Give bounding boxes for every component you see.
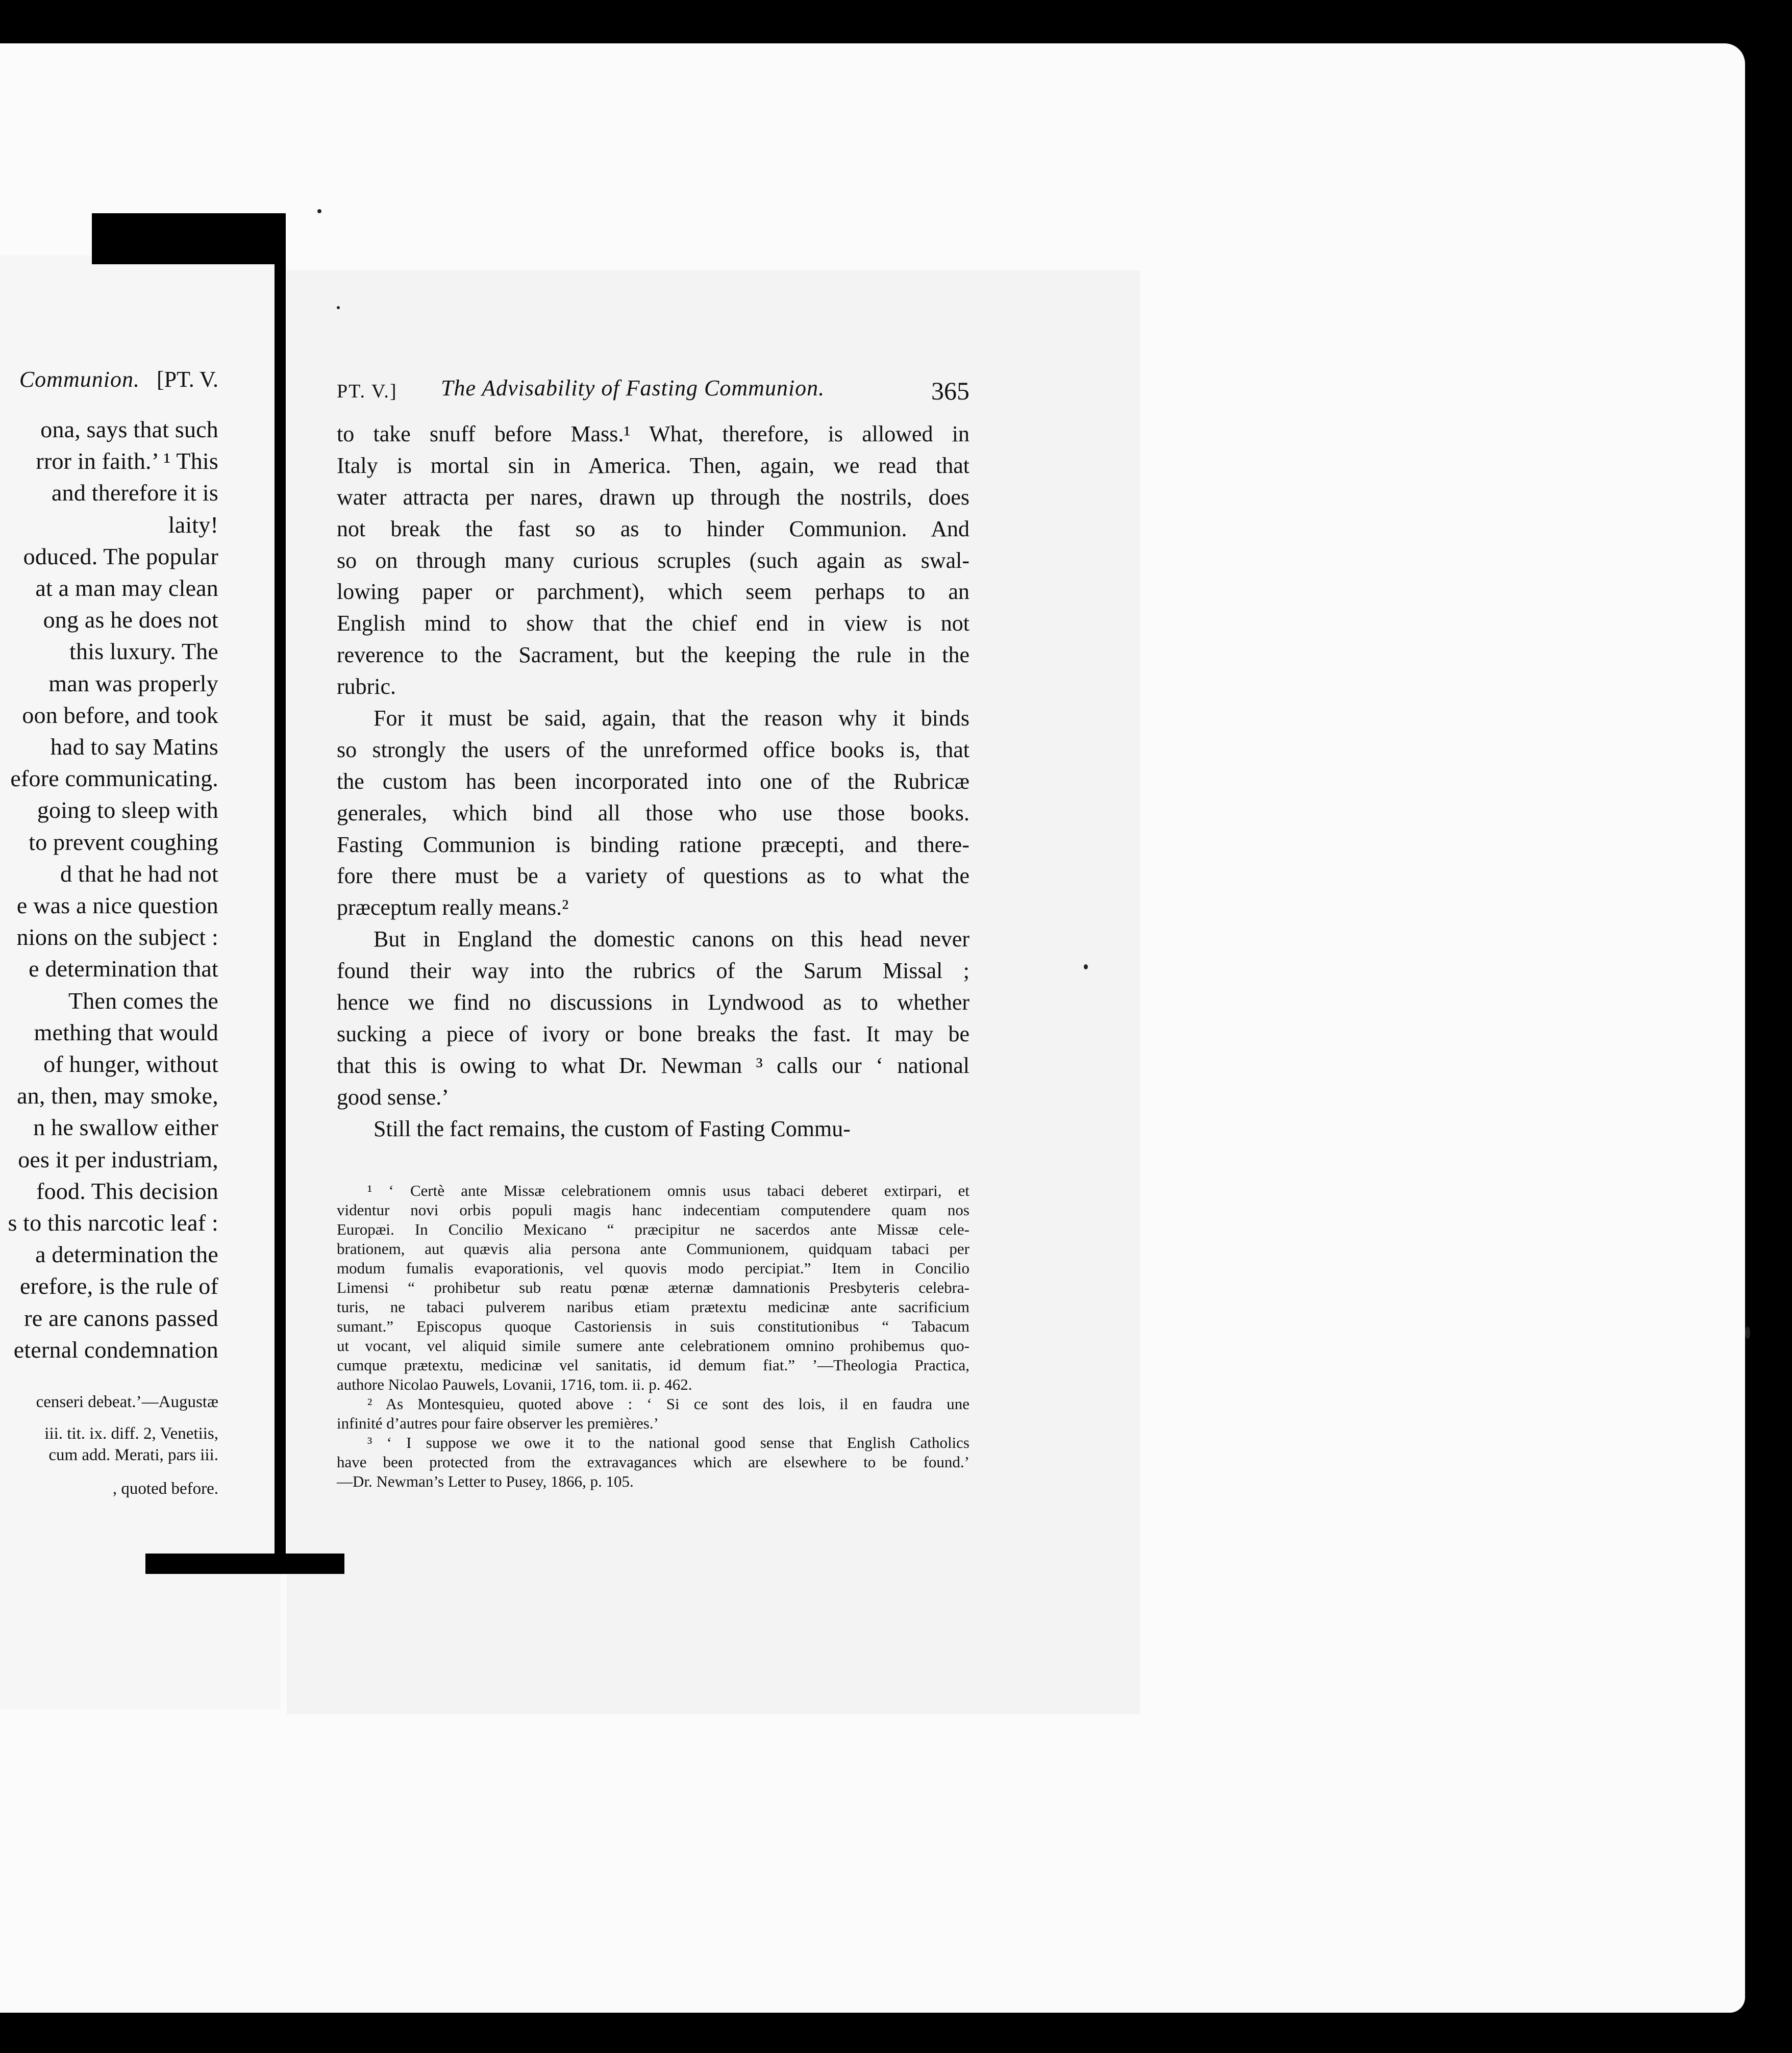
left-running-title: Communion.: [19, 367, 140, 392]
page-number: 365: [931, 377, 969, 405]
body-text-line: so strongly the users of the unreformed office books is, that: [337, 737, 969, 762]
left-text-line: this luxury. The: [69, 638, 218, 665]
footnote-line: —Dr. Newman’s Letter to Pusey, 1866, p. 105.: [337, 1472, 634, 1490]
left-text-line: food. This decision: [36, 1178, 218, 1204]
footnote-line: ² As Montesquieu, quoted above : ‘ Si ce sont des lois, il en faudra une: [367, 1395, 969, 1413]
body-text: [337, 418, 969, 1144]
left-text-line: going to sleep with: [37, 797, 218, 823]
left-text-line: man was properly: [48, 670, 218, 696]
binding-clip-bottom: [145, 1554, 344, 1574]
left-text-line: d that he had not: [60, 860, 218, 887]
footnote-line: have been protected from the extravagances which are elsewhere to be found.’: [337, 1453, 969, 1471]
body-text-line: hence we find no discussions in Lyndwood as to whether: [337, 990, 969, 1015]
footnote-line: Europæi. In Concilio Mexicano “ præcipitur ne sacerdos ante Missæ cele-: [337, 1220, 969, 1238]
body-text-line: fore there must be a variety of questions as to what the: [337, 863, 969, 889]
left-text-line: at a man may clean: [35, 575, 218, 601]
left-text-line: nions on the subject :: [16, 924, 218, 950]
binding-clip-spine: [275, 213, 286, 1570]
left-text-line: ona, says that such: [40, 416, 218, 442]
footnote-line: ³ ‘ I suppose we owe it to the national good sense that English Catholics: [367, 1434, 969, 1451]
left-text-line: re are canons passed: [24, 1305, 218, 1331]
left-footnote-line: censeri debeat.’—Augustæ: [36, 1393, 218, 1411]
left-text-line: mething that would: [34, 1019, 218, 1045]
left-text-line: n he swallow either: [33, 1114, 218, 1141]
footnote-line: videntur novi orbis populi magis hanc indecentiam computendere quam nos: [337, 1201, 969, 1219]
left-text-line: laity!: [168, 511, 218, 538]
body-text-line: rubric.: [337, 674, 396, 699]
left-text-line: rror in faith.’ ¹ This: [36, 448, 218, 474]
scan-speck: [1745, 1326, 1750, 1339]
body-text-line: sucking a piece of ivory or bone breaks the fast. It may be: [337, 1021, 969, 1046]
left-text-line: eternal condemnation: [13, 1336, 218, 1363]
running-title: The Advisability of Fasting Communion.: [441, 375, 825, 400]
right-page: [287, 270, 1140, 1714]
footnote-line: ut vocant, vel aliquid simile sumere ante celebrationem omnino prohibemus quo-: [337, 1337, 969, 1355]
left-text-line: ong as he does not: [43, 607, 218, 633]
body-text-line: found their way into the rubrics of the Sarum Missal ;: [337, 958, 969, 984]
body-text-line: præceptum really means.²: [337, 895, 569, 920]
left-page-header: [19, 366, 218, 392]
footnote-line: authore Nicolao Pauwels, Lovanii, 1716, tom. ii. p. 462.: [337, 1375, 692, 1393]
left-text-line: to prevent coughing: [29, 829, 218, 855]
body-text-line: For it must be said, again, that the reason why it binds: [374, 706, 969, 731]
left-text-line: e was a nice question: [16, 892, 218, 918]
left-text-line: oduced. The popular: [23, 543, 218, 569]
left-text-line: s to this narcotic leaf :: [8, 1210, 218, 1236]
footnote-line: ¹ ‘ Certè ante Missæ celebrationem omnis usus tabaci deberet extirpari, et: [367, 1182, 969, 1199]
footnote-line: modum fumalis evaporationis, vel quovis modo percipiat.” Item in Concilio: [337, 1259, 969, 1277]
body-text-line: Fasting Communion is binding ratione præcepti, and there-: [337, 832, 969, 857]
body-text-line: lowing paper or parchment), which seem perhaps to an: [337, 579, 969, 605]
left-text-line: an, then, may smoke,: [17, 1083, 218, 1109]
left-text-line: efore communicating.: [10, 765, 218, 792]
body-text-line: water attracta per nares, drawn up through the nostrils, does: [337, 484, 969, 510]
footnote-line: brationem, aut quævis alia persona ante Communionem, quidquam tabaci per: [337, 1240, 969, 1258]
body-text-line: the custom has been incorporated into one of the Rubricæ: [337, 768, 969, 794]
left-footnote-line: cum add. Merati, pars iii.: [48, 1446, 218, 1464]
scan-speck: [1084, 964, 1088, 969]
body-text-line: reverence to the Sacrament, but the keeping the rule in the: [337, 642, 969, 668]
body-text-line: not break the fast so as to hinder Communion. And: [337, 516, 969, 541]
left-footnote-line: , quoted before.: [112, 1480, 218, 1498]
footnotes: [337, 1181, 969, 1491]
binding-clip-top: [92, 213, 286, 264]
page-header: [337, 375, 969, 411]
left-text-line: of hunger, without: [43, 1051, 218, 1077]
body-text-line: generales, which bind all those who use those books.: [337, 800, 969, 825]
footnote-line: Limensi “ prohibetur sub reatu pœnæ æternæ damnationis Presbyteris celebra-: [337, 1279, 969, 1296]
body-text-line: good sense.’: [337, 1084, 449, 1110]
left-text-line: and therefore it is: [52, 480, 218, 506]
body-text-line: English mind to show that the chief end in view is not: [337, 611, 969, 636]
scan-speck: [337, 306, 340, 309]
footnote-line: sumant.” Episcopus quoque Castoriensis in suis constitutionibus “ Tabacum: [337, 1317, 969, 1335]
left-text-line: had to say Matins: [50, 734, 218, 760]
footnote-line: infinité d’autres pour faire observer les premières.’: [337, 1414, 659, 1432]
left-text-line: a determination the: [35, 1241, 218, 1268]
body-text-line: to take snuff before Mass.¹ What, therefore, is allowed in: [337, 421, 969, 446]
left-section-label: [PT. V.: [156, 367, 218, 392]
scan-speck: [317, 209, 321, 213]
body-text-line: so on through many curious scruples (such again as swal-: [337, 547, 969, 573]
left-text-line: e determination that: [29, 956, 218, 982]
footnote-line: cumque prætextu, medicinæ vel sanitatis, id demum fiat.” ’—Theologia Practica,: [337, 1356, 969, 1374]
body-text-line: But in England the domestic canons on this head never: [374, 927, 969, 952]
left-page-fragment: [0, 255, 281, 1709]
body-text-line: Italy is mortal sin in America. Then, again, we read that: [337, 453, 969, 478]
left-text-line: oon before, and took: [22, 702, 218, 728]
left-text-line: oes it per industriam,: [18, 1146, 218, 1172]
footnote-line: turis, ne tabaci pulverem naribus etiam prætextu medicinæ ante sacrificium: [337, 1298, 969, 1316]
body-text-line: that this is owing to what Dr. Newman ³ calls our ‘ national: [337, 1053, 969, 1078]
left-footnote-line: iii. tit. ix. diff. 2, Venetiis,: [44, 1424, 218, 1443]
left-text-line: Then comes the: [68, 987, 218, 1014]
left-text-line: erefore, is the rule of: [19, 1273, 218, 1299]
section-label: PT. V.]: [337, 381, 397, 402]
body-text-line: Still the fact remains, the custom of Fasting Commu-: [374, 1116, 851, 1141]
